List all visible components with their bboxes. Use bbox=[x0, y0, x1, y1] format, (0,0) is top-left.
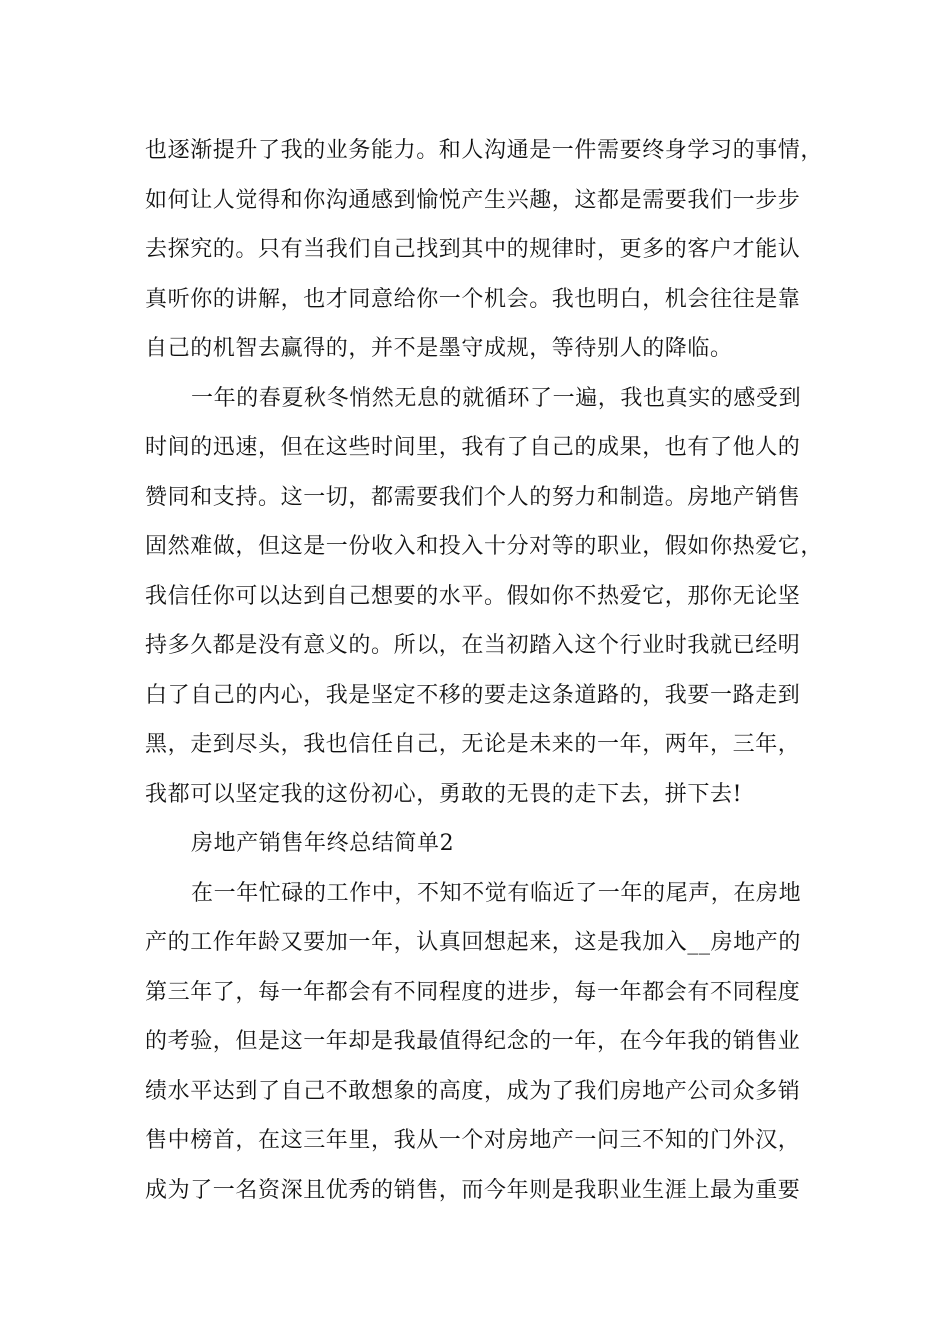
text-line: 白了自己的内心，我是坚定不移的要走这条道路的，我要一路走到 bbox=[145, 682, 801, 708]
paragraph-start-line: 在一年忙碌的工作中，不知不觉有临近了一年的尾声，在房地 bbox=[191, 880, 802, 906]
section-heading: 房地产销售年终总结简单2 bbox=[191, 831, 455, 856]
text-line: 持多久都是没有意义的。所以，在当初踏入这个行业时我就已经明 bbox=[145, 633, 801, 658]
text-line: 也逐渐提升了我的业务能力。和人沟通是一件需要终身学习的事情， bbox=[145, 138, 824, 163]
text-line: 时间的迅速，但在这些时间里，我有了自己的成果，也有了他人的 bbox=[145, 435, 801, 460]
text-line: 黑，走到尽头，我也信任自己，无论是未来的一年，两年，三年， bbox=[145, 732, 801, 757]
text-line: 我信任你可以达到自己想要的水平。假如你不热爱它，那你无论坚 bbox=[145, 583, 801, 609]
text-line: 自己的机智去赢得的，并不是墨守成规，等待别人的降临。 bbox=[145, 336, 733, 361]
text-line: 固然难做，但这是一份收入和投入十分对等的职业，假如你热爱它， bbox=[145, 534, 824, 559]
text-line: 去探究的。只有当我们自己找到其中的规律时，更多的客户才能认 bbox=[145, 237, 801, 262]
text-line: 售中榜首，在这三年里，我从一个对房地产一问三不知的门外汉， bbox=[145, 1128, 801, 1153]
paragraph-start-line: 一年的春夏秋冬悄然无息的就循环了一遍，我也真实的感受到 bbox=[191, 385, 802, 411]
document-body bbox=[145, 126, 825, 1215]
text-line: 如何让人觉得和你沟通感到愉悦产生兴趣，这都是需要我们一步步 bbox=[145, 187, 801, 213]
text-line: 我都可以坚定我的这份初心，勇敢的无畏的走下去，拼下去! bbox=[145, 781, 743, 807]
text-line: 绩水平达到了自己不敢想象的高度，成为了我们房地产公司众多销 bbox=[145, 1078, 801, 1104]
text-line: 赞同和支持。这一切，都需要我们个人的努力和制造。房地产销售 bbox=[145, 484, 801, 510]
text-line: 成为了一名资深且优秀的销售，而今年则是我职业生涯上最为重要 bbox=[145, 1177, 801, 1203]
text-line: 真听你的讲解，也才同意给你一个机会。我也明白，机会往往是靠 bbox=[145, 286, 801, 312]
text-line: 产的工作年龄又要加一年，认真回想起来，这是我加入__房地产的 bbox=[145, 930, 802, 955]
text-line: 第三年了，每一年都会有不同程度的进步，每一年都会有不同程度 bbox=[145, 979, 801, 1005]
text-line: 的考验，但是这一年却是我最值得纪念的一年，在今年我的销售业 bbox=[145, 1029, 801, 1054]
